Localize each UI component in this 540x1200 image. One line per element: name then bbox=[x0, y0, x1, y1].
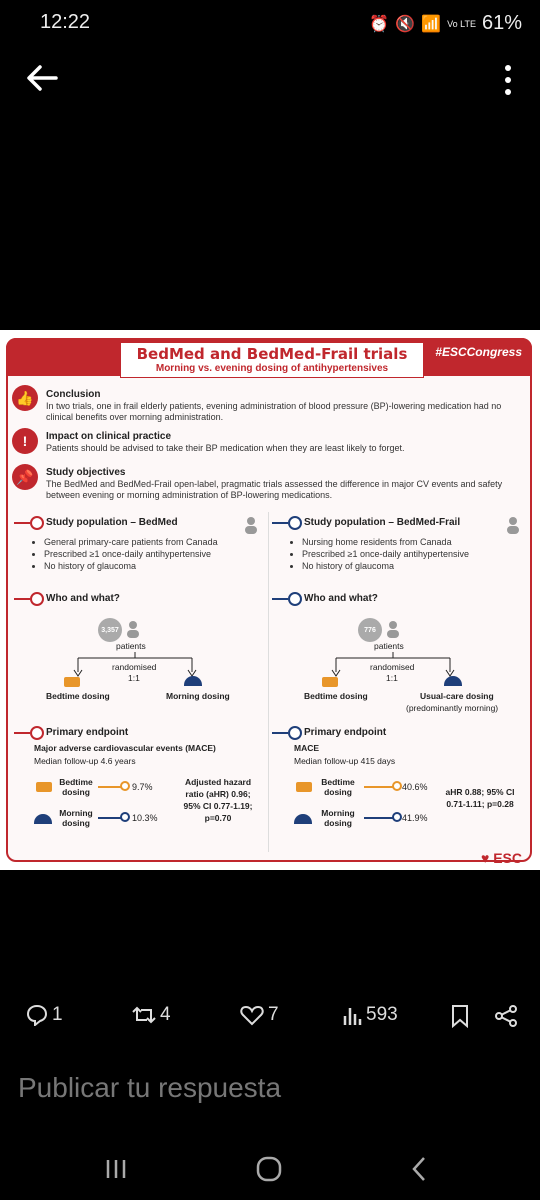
hashtag: #ESCCongress bbox=[435, 345, 522, 359]
right-randomised-label: randomised bbox=[370, 662, 415, 672]
left-arm2-label: Morning dosing bbox=[166, 691, 230, 701]
left-patients-label: patients bbox=[116, 641, 146, 651]
infographic-subtitle: Morning vs. evening dosing of antihypertensives bbox=[155, 363, 389, 374]
right-row2-node bbox=[392, 812, 402, 822]
right-row2-label: Morning dosing bbox=[321, 808, 355, 828]
alarm-icon: ⏰ bbox=[369, 15, 390, 33]
list-item: • General primary-care patients from Canada bbox=[44, 536, 218, 548]
left-row1-value: 9.7% bbox=[132, 782, 153, 792]
left-row2-label: Morning dosing bbox=[59, 808, 93, 828]
bed-icon bbox=[296, 782, 312, 792]
bed-icon bbox=[322, 677, 338, 687]
network-label: Vo LTE bbox=[447, 18, 476, 29]
right-row1-line bbox=[364, 786, 394, 788]
pin-icon: 📌 bbox=[12, 464, 38, 490]
panel-divider bbox=[268, 512, 269, 852]
bed-icon bbox=[36, 782, 52, 792]
left-pop-heading: Study population – BedMed bbox=[46, 517, 178, 528]
left-who-line bbox=[14, 598, 30, 600]
right-pop-line bbox=[272, 522, 288, 524]
right-row1-node bbox=[392, 781, 402, 791]
list-item: • No history of glaucoma bbox=[44, 560, 218, 572]
battery-level: 61% bbox=[481, 12, 522, 34]
left-ep-heading: Primary endpoint bbox=[46, 727, 129, 738]
infographic-title: BedMed and BedMed-Frail trials bbox=[136, 345, 408, 363]
impact-heading: Impact on clinical practice bbox=[46, 431, 172, 442]
list-item: • Nursing home residents from Canada bbox=[302, 536, 469, 548]
list-item: • No history of glaucoma bbox=[302, 560, 469, 572]
left-row2-value: 10.3% bbox=[132, 813, 158, 823]
right-row1-label: Bedtime dosing bbox=[321, 777, 355, 797]
post-actions bbox=[0, 1000, 540, 1036]
left-ratio-label: 1:1 bbox=[128, 673, 140, 683]
left-pop-list bbox=[32, 536, 218, 572]
left-row1-node bbox=[120, 781, 130, 791]
left-pop-line bbox=[14, 522, 30, 524]
person-icon bbox=[126, 620, 140, 638]
right-who-line bbox=[272, 598, 288, 600]
right-ep-heading: Primary endpoint bbox=[304, 727, 387, 738]
esc-logo: ♥ ESC bbox=[481, 850, 522, 866]
clock: 12:22 bbox=[40, 11, 91, 33]
left-hazard-ratio: Adjusted hazard ratio (aHR) 0.96; 95% CI 0.77-1.19; p=0.70 bbox=[183, 777, 253, 823]
objectives-text: The BedMed and BedMed-Frail open-label, pragmatic trials assessed the difference in major CV events and safety between evening or morning administration of BP-lowering medications. bbox=[46, 479, 503, 500]
right-arm2-label: Usual-care dosing bbox=[420, 691, 494, 701]
right-n-badge: 776 bbox=[358, 618, 382, 642]
left-who-heading: Who and what? bbox=[46, 593, 120, 604]
person-icon bbox=[244, 516, 258, 534]
person-icon bbox=[506, 516, 520, 534]
more-options-icon[interactable] bbox=[498, 62, 518, 98]
right-row2-line bbox=[364, 817, 394, 819]
repost-button[interactable] bbox=[132, 1004, 171, 1026]
views-icon bbox=[342, 1004, 362, 1026]
right-ratio-label: 1:1 bbox=[386, 673, 398, 683]
views-count: 593 bbox=[366, 1004, 398, 1025]
right-arm1-label: Bedtime dosing bbox=[304, 691, 368, 701]
share-icon[interactable] bbox=[494, 1004, 518, 1028]
right-ep-line bbox=[272, 732, 288, 734]
left-n-badge: 3,357 bbox=[98, 618, 122, 642]
left-row1-line bbox=[98, 786, 122, 788]
right-arm2-sublabel: (predominantly morning) bbox=[406, 703, 499, 713]
left-row2-node bbox=[120, 812, 130, 822]
wifi-icon: 📶 bbox=[421, 15, 442, 33]
left-followup: Median follow-up 4.6 years bbox=[34, 756, 136, 766]
back-arrow-icon[interactable] bbox=[22, 60, 62, 96]
right-row2-value: 41.9% bbox=[402, 813, 428, 823]
status-bar bbox=[0, 0, 540, 48]
left-randomised-label: randomised bbox=[112, 662, 157, 672]
impact-text: Patients should be advised to take their BP medication when they are least likely to forget. bbox=[46, 443, 405, 453]
back-icon[interactable] bbox=[410, 1156, 428, 1182]
right-pop-list bbox=[290, 536, 469, 572]
objectives-section bbox=[12, 464, 528, 504]
reply-count: 1 bbox=[52, 1004, 63, 1025]
status-icons bbox=[369, 12, 522, 35]
left-ep-line bbox=[14, 732, 30, 734]
repost-icon bbox=[132, 1004, 156, 1026]
recent-apps-icon[interactable] bbox=[104, 1158, 128, 1180]
right-who-node bbox=[288, 592, 302, 606]
left-ep-node bbox=[30, 726, 44, 740]
esc-logo-text: ESC bbox=[493, 850, 522, 866]
home-icon[interactable] bbox=[256, 1156, 282, 1182]
system-nav-bar bbox=[0, 1140, 540, 1200]
repost-count: 4 bbox=[160, 1004, 171, 1025]
like-count: 7 bbox=[268, 1004, 279, 1025]
reply-button[interactable] bbox=[26, 1004, 63, 1026]
right-pop-node bbox=[288, 516, 302, 530]
objectives-heading: Study objectives bbox=[46, 467, 126, 478]
heart-icon bbox=[240, 1004, 264, 1026]
conclusion-section bbox=[12, 385, 528, 425]
title-box bbox=[120, 342, 424, 378]
conclusion-text: In two trials, one in frail elderly patients, evening administration of blood pressure (BP)-lowering medication had no clinical benefits over morning administration. bbox=[46, 401, 502, 422]
left-row1-label: Bedtime dosing bbox=[59, 777, 93, 797]
like-button[interactable] bbox=[240, 1004, 279, 1026]
bookmark-icon[interactable] bbox=[450, 1004, 470, 1028]
list-item: • Prescribed ≥1 once-daily antihypertensive bbox=[302, 548, 469, 560]
right-followup: Median follow-up 415 days bbox=[294, 756, 396, 766]
right-pop-heading: Study population – BedMed-Frail bbox=[304, 517, 461, 528]
left-who-node bbox=[30, 592, 44, 606]
left-row2-line bbox=[98, 817, 122, 819]
conclusion-heading: Conclusion bbox=[46, 389, 101, 400]
reply-input[interactable]: Publicar tu respuesta bbox=[18, 1072, 282, 1103]
right-who-heading: Who and what? bbox=[304, 593, 378, 604]
right-ep-title: MACE bbox=[294, 743, 320, 753]
exclamation-icon: ! bbox=[12, 428, 38, 454]
reply-icon bbox=[26, 1004, 48, 1026]
views-button[interactable] bbox=[342, 1004, 398, 1026]
list-item: • Prescribed ≥1 once-daily antihypertensive bbox=[44, 548, 218, 560]
right-row1-value: 40.6% bbox=[402, 782, 428, 792]
left-ep-title: Major adverse cardiovascular events (MACE) bbox=[34, 743, 216, 753]
left-arm1-label: Bedtime dosing bbox=[46, 691, 110, 701]
infographic-image[interactable] bbox=[0, 330, 540, 870]
left-pop-node bbox=[30, 516, 44, 530]
impact-section bbox=[12, 428, 528, 460]
bed-icon bbox=[64, 677, 80, 687]
mute-icon: 🔇 bbox=[395, 15, 416, 33]
right-ep-node bbox=[288, 726, 302, 740]
right-hazard-ratio: aHR 0.88; 95% CI 0.71-1.11; p=0.28 bbox=[445, 787, 515, 809]
media-viewer-topbar bbox=[0, 48, 540, 108]
thumbs-up-icon: 👍 bbox=[12, 385, 38, 411]
person-icon bbox=[386, 620, 400, 638]
right-patients-label: patients bbox=[374, 641, 404, 651]
